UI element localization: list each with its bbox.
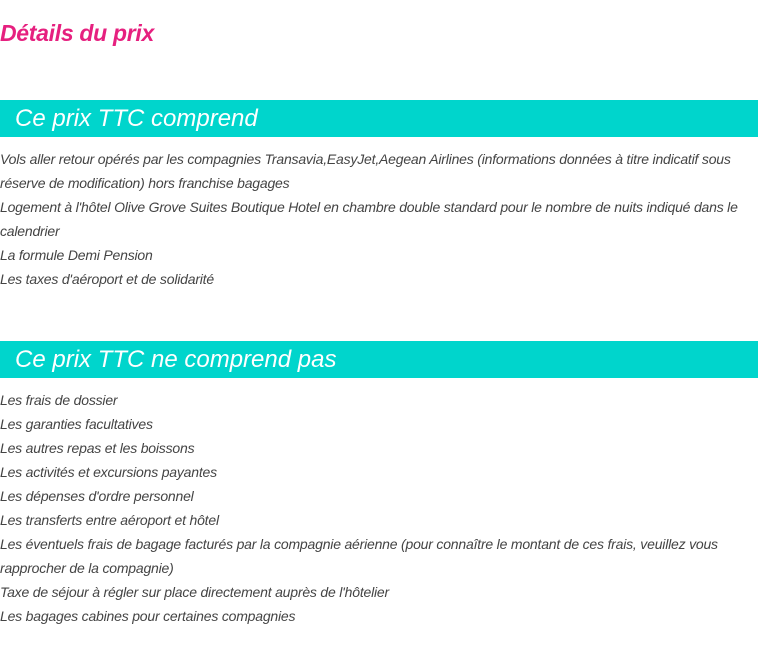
excludes-list [0,388,758,628]
list-item: Les autres repas et les boissons [0,440,195,456]
list-item: Les garanties facultatives [0,416,153,432]
list-item: Les transferts entre aéroport et hôtel [0,512,219,528]
list-item: Les activités et excursions payantes [0,464,217,480]
list-item: Les frais de dossier [0,392,118,408]
page-title: Détails du prix [0,20,154,46]
list-item: Taxe de séjour à régler sur place directement auprès de l'hôtelier [0,584,389,600]
section-header-excludes: Ce prix TTC ne comprend pas [0,341,758,378]
includes-list [0,147,758,291]
list-item: Vols aller retour opérés par les compagnies Transavia,EasyJet,Aegean Airlines (informations données à titre indicatif sous réserve de modification) hors franchise bagages [0,151,731,191]
list-item: Les dépenses d'ordre personnel [0,488,194,504]
list-item: Les taxes d'aéroport et de solidarité [0,271,214,287]
list-item: Les éventuels frais de bagage facturés par la compagnie aérienne (pour connaître le montant de ces frais, veuillez vous rapprocher de la compagnie) [0,536,718,576]
list-item: Logement à l'hôtel Olive Grove Suites Boutique Hotel en chambre double standard pour le nombre de nuits indiqué dans le calendrier [0,199,738,239]
section-header-includes: Ce prix TTC comprend [0,100,758,137]
list-item: Les bagages cabines pour certaines compagnies [0,608,296,624]
list-item: La formule Demi Pension [0,247,153,263]
